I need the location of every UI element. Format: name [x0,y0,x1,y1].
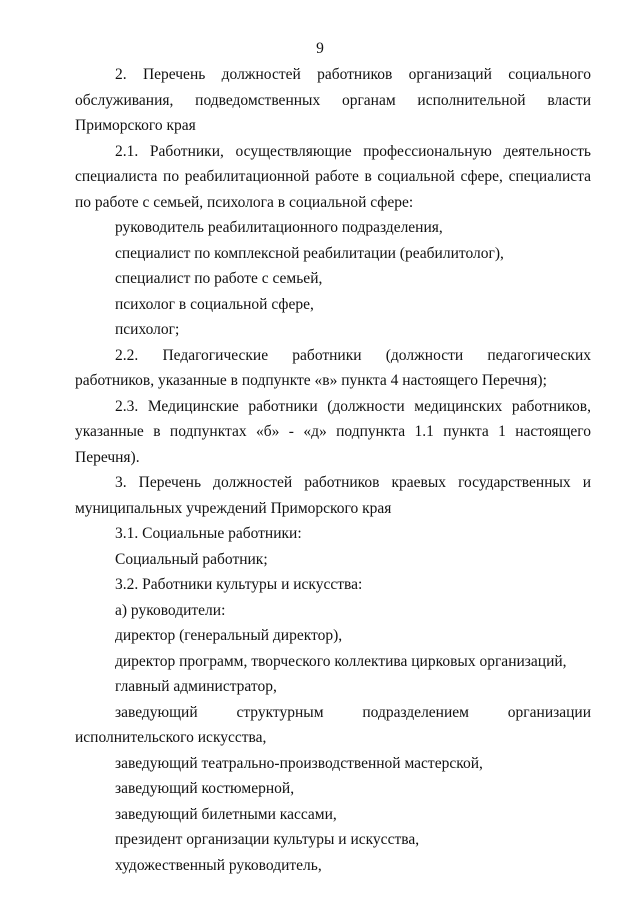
paragraph: 3. Перечень должностей работников краевых государственных и муниципальных учреждений Приморского края [75,474,591,517]
list-item: заведующий театрально-производственной мастерской, [115,754,483,772]
list-item: художественный руководитель, [115,856,322,874]
list-item: 3.2. Работники культуры и искусства: [115,576,363,593]
paragraph: 2.3. Медицинские работники (должности медицинских работников, указанные в подпунктах «б» - «д» подпункта 1.1 пункта 1 настоящего Перечня). [75,397,591,466]
list-item: президент организации культуры и искусства, [115,831,420,848]
list-item: психолог в социальной сфере, [115,295,314,313]
paragraph: заведующий структурным подразделением организации исполнительского искусства, [75,703,591,746]
document-body [75,62,591,878]
list-item: заведующий билетными кассами, [115,805,337,823]
paragraph: 2.2. Педагогические работники (должности педагогических работников, указанные в подпункте «в» пункта 4 настоящего Перечня); [75,346,591,389]
list-item: специалист по комплексной реабилитации (реабилитолог), [115,244,504,262]
list-item: психолог; [115,321,180,338]
list-item: специалист по работе с семьей, [115,270,323,287]
list-item: а) руководители: [115,601,226,619]
paragraph: 2. Перечень должностей работников организаций социального обслуживания, подведомственных органам исполнительной власти Приморского края [75,66,591,134]
list-item: 3.1. Социальные работники: [115,525,302,542]
list-item: заведующий костюмерной, [115,780,295,797]
paragraph: 2.1. Работники, осуществляющие профессиональную деятельность специалиста по реабилитационной работе в социальной сфере, специалиста по работе с семьей, психолога в социальной сфере: [75,142,591,211]
list-item: директор программ, творческого коллектива цирковых организаций, [115,652,567,670]
page-number: 9 [316,40,324,57]
list-item: главный администратор, [115,678,277,695]
list-item: Социальный работник; [115,550,268,568]
list-item: руководитель реабилитационного подразделения, [115,219,443,236]
list-item: директор (генеральный директор), [115,627,343,644]
